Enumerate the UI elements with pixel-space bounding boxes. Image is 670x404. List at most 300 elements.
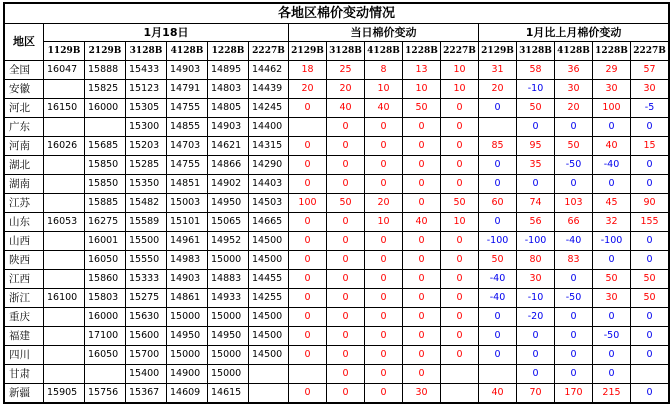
price-cell: 15123 [126, 80, 167, 99]
monthly-change-cell: 50 [555, 137, 593, 156]
monthly-change-cell: 0 [555, 365, 593, 384]
price-cell: 14791 [167, 80, 208, 99]
monthly-change-cell: 0 [517, 365, 555, 384]
daily-change-cell: 0 [365, 384, 403, 403]
daily-change-cell: 0 [289, 137, 327, 156]
price-cell: 16026 [44, 137, 85, 156]
table-row [5, 80, 669, 99]
monthly-change-cell: 103 [555, 194, 593, 213]
monthly-change-cell: 20 [555, 99, 593, 118]
price-cell: 14902 [208, 175, 249, 194]
monthly-change-cell: 60 [479, 194, 517, 213]
daily-change-cell: 0 [403, 270, 441, 289]
monthly-change-cell: 74 [517, 194, 555, 213]
monthly-change-cell [631, 365, 669, 384]
daily-change-cell: 0 [289, 384, 327, 403]
price-cell: 14883 [208, 270, 249, 289]
price-cell [44, 346, 85, 365]
monthly-change-cell: 35 [517, 156, 555, 175]
cotton-price-table [4, 3, 669, 403]
price-cell: 14803 [208, 80, 249, 99]
price-cell: 14290 [249, 156, 289, 175]
daily-change-cell: 20 [289, 80, 327, 99]
daily-change-cell: 0 [289, 251, 327, 270]
price-cell: 14900 [167, 365, 208, 384]
monthly-change-cell: 40 [593, 137, 631, 156]
monthly-change-cell: -100 [593, 232, 631, 251]
table-row [5, 213, 669, 232]
monthly-change-cell: 0 [631, 175, 669, 194]
monthly-change-cell: -40 [593, 156, 631, 175]
daily-change-cell: 0 [403, 327, 441, 346]
daily-change-cell: 0 [289, 327, 327, 346]
table-row [5, 289, 669, 308]
monthly-change-cell: 0 [593, 175, 631, 194]
monthly-change-cell: 0 [517, 118, 555, 137]
table-row [5, 156, 669, 175]
price-cell: 15300 [126, 118, 167, 137]
monthly-change-cell: 0 [631, 232, 669, 251]
monthly-change-group-header: 1月比上月棉价变动 [479, 24, 669, 42]
price-cell: 15367 [126, 384, 167, 403]
price-cell [44, 80, 85, 99]
region-cell: 广东 [5, 118, 44, 137]
daily-change-cell: 0 [327, 346, 365, 365]
price-grade-header: 4128B [167, 42, 208, 61]
price-cell: 14866 [208, 156, 249, 175]
price-cell: 16000 [85, 308, 126, 327]
region-column-header: 地区 [5, 24, 44, 61]
region-cell: 全国 [5, 61, 44, 80]
daily-change-cell [441, 384, 479, 403]
price-cell [44, 118, 85, 137]
monthly-change-cell: 50 [631, 289, 669, 308]
monthly-change-cell: 0 [479, 175, 517, 194]
monthly-change-cell [479, 365, 517, 384]
daily-change-cell: 0 [441, 118, 479, 137]
price-cell: 14503 [249, 194, 289, 213]
region-cell: 福建 [5, 327, 44, 346]
monthly-change-cell: 0 [517, 175, 555, 194]
monthly-change-cell: 40 [479, 384, 517, 403]
price-cell: 15550 [126, 251, 167, 270]
price-cell: 14755 [167, 156, 208, 175]
table-row [5, 365, 669, 384]
price-cell: 14903 [167, 270, 208, 289]
price-cell: 14950 [167, 327, 208, 346]
daily-change-cell: 0 [365, 327, 403, 346]
price-cell: 15700 [126, 346, 167, 365]
region-cell: 河南 [5, 137, 44, 156]
monthly-change-cell [479, 118, 517, 137]
price-cell [44, 308, 85, 327]
daily-change-cell: 10 [365, 213, 403, 232]
daily-change-cell: 0 [403, 346, 441, 365]
table-row [5, 175, 669, 194]
price-cell: 16001 [85, 232, 126, 251]
price-group-header: 1月18日 [44, 24, 289, 42]
price-cell: 15756 [85, 384, 126, 403]
daily-change-cell: 40 [365, 99, 403, 118]
monthly-change-cell: 0 [479, 346, 517, 365]
monthly-change-cell: 0 [593, 118, 631, 137]
region-cell: 山东 [5, 213, 44, 232]
monthly-change-cell: 50 [479, 251, 517, 270]
price-cell: 15305 [126, 99, 167, 118]
monthly-change-cell: -50 [555, 289, 593, 308]
price-cell: 15905 [44, 384, 85, 403]
monthly-change-cell: -50 [555, 156, 593, 175]
monthly-change-cell: 56 [517, 213, 555, 232]
monthly-grade-header: 1228B [593, 42, 631, 61]
daily-change-cell: 10 [365, 80, 403, 99]
price-cell: 16050 [85, 251, 126, 270]
price-cell: 17100 [85, 327, 126, 346]
monthly-change-cell: 20 [479, 80, 517, 99]
monthly-change-cell: 0 [593, 308, 631, 327]
monthly-change-cell: 0 [555, 175, 593, 194]
table-row [5, 270, 669, 289]
price-cell: 14500 [249, 327, 289, 346]
monthly-change-cell: -100 [517, 232, 555, 251]
price-cell: 14615 [208, 384, 249, 403]
region-cell: 河北 [5, 99, 44, 118]
monthly-change-cell: 0 [593, 346, 631, 365]
monthly-change-cell: -50 [593, 327, 631, 346]
price-cell: 15000 [167, 308, 208, 327]
price-cell: 15500 [126, 232, 167, 251]
monthly-change-cell: 0 [631, 308, 669, 327]
daily-change-cell: 0 [441, 270, 479, 289]
daily-change-cell: 0 [327, 137, 365, 156]
table-row [5, 232, 669, 251]
monthly-change-cell: 66 [555, 213, 593, 232]
daily-change-cell: 0 [365, 175, 403, 194]
monthly-change-cell: 32 [593, 213, 631, 232]
daily-change-cell: 0 [327, 175, 365, 194]
daily-change-cell: 0 [289, 213, 327, 232]
monthly-change-cell: 57 [631, 61, 669, 80]
price-cell: 14462 [249, 61, 289, 80]
price-cell [44, 251, 85, 270]
daily-change-cell: 0 [289, 99, 327, 118]
daily-change-cell: 0 [365, 270, 403, 289]
price-cell: 15333 [126, 270, 167, 289]
region-cell: 安徽 [5, 80, 44, 99]
daily-change-cell [289, 118, 327, 137]
daily-change-cell: 0 [327, 308, 365, 327]
price-cell: 14500 [249, 308, 289, 327]
table-row [5, 346, 669, 365]
region-cell: 重庆 [5, 308, 44, 327]
monthly-change-cell: 29 [593, 61, 631, 80]
daily-change-cell: 0 [289, 270, 327, 289]
price-cell: 15433 [126, 61, 167, 80]
price-cell: 16050 [85, 346, 126, 365]
daily-change-cell: 0 [289, 232, 327, 251]
price-cell [44, 365, 85, 384]
price-cell: 14903 [167, 61, 208, 80]
region-cell: 湖南 [5, 175, 44, 194]
daily-change-cell: 0 [403, 232, 441, 251]
price-cell: 14755 [167, 99, 208, 118]
monthly-change-cell: 50 [517, 99, 555, 118]
daily-grade-header: 1228B [403, 42, 441, 61]
price-cell: 16275 [85, 213, 126, 232]
price-grade-header: 2227B [249, 42, 289, 61]
price-grade-header: 3128B [126, 42, 167, 61]
daily-change-cell: 30 [403, 384, 441, 403]
monthly-change-cell: 0 [479, 156, 517, 175]
monthly-change-cell: -40 [555, 232, 593, 251]
price-cell: 14855 [167, 118, 208, 137]
price-cell [85, 365, 126, 384]
monthly-change-cell: 0 [555, 118, 593, 137]
daily-change-cell: 50 [403, 99, 441, 118]
price-cell: 15825 [85, 80, 126, 99]
price-cell: 15285 [126, 156, 167, 175]
monthly-change-cell: 30 [593, 80, 631, 99]
monthly-change-cell: 30 [517, 270, 555, 289]
daily-change-cell: 13 [403, 61, 441, 80]
monthly-change-cell: 0 [517, 327, 555, 346]
monthly-change-cell: 0 [479, 213, 517, 232]
daily-change-cell: 0 [327, 251, 365, 270]
monthly-change-cell: 0 [631, 251, 669, 270]
daily-change-cell: 0 [365, 308, 403, 327]
price-grade-header: 1129B [44, 42, 85, 61]
price-cell: 15101 [167, 213, 208, 232]
price-cell: 14895 [208, 61, 249, 80]
monthly-change-cell: -40 [479, 270, 517, 289]
daily-change-cell: 0 [327, 365, 365, 384]
price-cell [44, 270, 85, 289]
monthly-change-cell: -10 [517, 289, 555, 308]
daily-change-cell: 100 [289, 194, 327, 213]
monthly-change-cell: 80 [517, 251, 555, 270]
daily-change-cell: 0 [289, 175, 327, 194]
price-cell: 15203 [126, 137, 167, 156]
daily-change-cell: 0 [365, 156, 403, 175]
monthly-change-cell: -100 [479, 232, 517, 251]
daily-grade-header: 3128B [327, 42, 365, 61]
daily-change-cell: 20 [365, 194, 403, 213]
daily-change-cell: 0 [441, 99, 479, 118]
monthly-change-cell: 50 [631, 270, 669, 289]
price-cell: 15000 [208, 308, 249, 327]
daily-change-cell: 0 [365, 118, 403, 137]
daily-change-cell: 10 [441, 213, 479, 232]
price-cell: 15888 [85, 61, 126, 80]
daily-change-cell: 0 [365, 365, 403, 384]
monthly-change-cell: 50 [593, 270, 631, 289]
monthly-change-cell: 0 [555, 270, 593, 289]
monthly-change-cell: 90 [631, 194, 669, 213]
monthly-change-cell: -5 [631, 99, 669, 118]
price-cell: 14950 [208, 194, 249, 213]
price-cell: 14500 [249, 346, 289, 365]
daily-change-cell: 0 [289, 346, 327, 365]
daily-change-cell: 0 [441, 308, 479, 327]
monthly-change-cell: 30 [631, 80, 669, 99]
daily-change-cell: 0 [403, 156, 441, 175]
cotton-price-table-container [3, 2, 670, 404]
price-cell: 14933 [208, 289, 249, 308]
monthly-change-cell: 58 [517, 61, 555, 80]
daily-change-cell: 0 [327, 232, 365, 251]
region-cell: 江苏 [5, 194, 44, 213]
region-cell: 新疆 [5, 384, 44, 403]
price-cell: 15003 [167, 194, 208, 213]
price-cell: 15885 [85, 194, 126, 213]
daily-change-cell: 0 [365, 232, 403, 251]
price-cell [44, 194, 85, 213]
price-cell: 16053 [44, 213, 85, 232]
price-cell: 14950 [208, 327, 249, 346]
table-row [5, 327, 669, 346]
daily-change-cell: 0 [441, 175, 479, 194]
monthly-change-cell: -20 [517, 308, 555, 327]
table-row [5, 61, 669, 80]
monthly-change-cell: 30 [555, 80, 593, 99]
table-row [5, 194, 669, 213]
daily-grade-header: 2129B [289, 42, 327, 61]
price-cell: 14851 [167, 175, 208, 194]
daily-change-cell: 0 [289, 289, 327, 308]
monthly-change-cell: 70 [517, 384, 555, 403]
price-grade-header: 1228B [208, 42, 249, 61]
daily-change-cell: 10 [403, 80, 441, 99]
monthly-grade-header: 4128B [555, 42, 593, 61]
monthly-change-cell: 0 [555, 346, 593, 365]
price-cell: 14703 [167, 137, 208, 156]
monthly-change-cell: 15 [631, 137, 669, 156]
price-cell: 14903 [208, 118, 249, 137]
monthly-change-cell: -40 [479, 289, 517, 308]
daily-change-cell: 40 [403, 213, 441, 232]
monthly-change-cell: 0 [631, 384, 669, 403]
region-cell: 甘肃 [5, 365, 44, 384]
monthly-grade-header: 2227B [631, 42, 669, 61]
daily-change-cell: 0 [365, 346, 403, 365]
price-cell: 15589 [126, 213, 167, 232]
daily-change-cell: 0 [365, 251, 403, 270]
price-cell: 14609 [167, 384, 208, 403]
daily-change-cell: 0 [441, 289, 479, 308]
monthly-change-cell: 215 [593, 384, 631, 403]
daily-change-group-header: 当日棉价变动 [289, 24, 479, 42]
monthly-change-cell: 0 [631, 327, 669, 346]
price-cell: 14805 [208, 99, 249, 118]
price-cell [44, 156, 85, 175]
region-cell: 陕西 [5, 251, 44, 270]
daily-change-cell: 0 [441, 346, 479, 365]
daily-change-cell: 20 [327, 80, 365, 99]
grade-code-header-row [5, 42, 669, 61]
price-grade-header: 2129B [85, 42, 126, 61]
monthly-change-cell: 31 [479, 61, 517, 80]
price-cell [249, 365, 289, 384]
price-cell: 14961 [167, 232, 208, 251]
price-cell: 14255 [249, 289, 289, 308]
daily-change-cell: 10 [441, 61, 479, 80]
monthly-change-cell: 0 [631, 118, 669, 137]
daily-change-cell [441, 365, 479, 384]
price-cell: 15000 [208, 251, 249, 270]
price-cell: 15350 [126, 175, 167, 194]
price-cell: 16047 [44, 61, 85, 80]
table-row [5, 251, 669, 270]
table-title: 各地区棉价变动情况 [5, 4, 669, 24]
daily-change-cell: 0 [365, 289, 403, 308]
monthly-change-cell: 85 [479, 137, 517, 156]
price-cell: 16100 [44, 289, 85, 308]
monthly-grade-header: 2129B [479, 42, 517, 61]
daily-change-cell: 40 [327, 99, 365, 118]
daily-change-cell: 0 [403, 118, 441, 137]
price-cell: 15630 [126, 308, 167, 327]
price-cell: 14621 [208, 137, 249, 156]
price-cell [44, 327, 85, 346]
table-row [5, 384, 669, 403]
price-cell: 14983 [167, 251, 208, 270]
table-row [5, 118, 669, 137]
monthly-change-cell: 95 [517, 137, 555, 156]
daily-change-cell [289, 365, 327, 384]
daily-change-cell: 0 [403, 137, 441, 156]
daily-change-cell: 0 [327, 118, 365, 137]
monthly-change-cell: 0 [593, 251, 631, 270]
daily-change-cell: 0 [365, 137, 403, 156]
price-cell: 14500 [249, 251, 289, 270]
price-cell [44, 175, 85, 194]
price-cell: 15000 [167, 346, 208, 365]
price-cell: 15400 [126, 365, 167, 384]
price-cell: 16150 [44, 99, 85, 118]
price-cell: 14455 [249, 270, 289, 289]
region-cell: 浙江 [5, 289, 44, 308]
price-cell: 15275 [126, 289, 167, 308]
daily-change-cell: 25 [327, 61, 365, 80]
daily-change-cell: 0 [403, 251, 441, 270]
price-cell: 14952 [208, 232, 249, 251]
monthly-change-cell: 0 [517, 346, 555, 365]
daily-change-cell: 0 [403, 175, 441, 194]
monthly-change-cell: 30 [593, 289, 631, 308]
monthly-grade-header: 3128B [517, 42, 555, 61]
monthly-change-cell: 0 [555, 327, 593, 346]
daily-change-cell: 0 [441, 327, 479, 346]
monthly-change-cell: -10 [517, 80, 555, 99]
daily-change-cell: 0 [327, 270, 365, 289]
price-cell: 15065 [208, 213, 249, 232]
monthly-change-cell: 83 [555, 251, 593, 270]
daily-change-cell: 0 [327, 156, 365, 175]
price-cell [249, 384, 289, 403]
table-row [5, 137, 669, 156]
price-cell: 15600 [126, 327, 167, 346]
price-cell: 15850 [85, 156, 126, 175]
daily-change-cell: 50 [441, 194, 479, 213]
daily-change-cell: 0 [327, 384, 365, 403]
daily-change-cell: 0 [403, 194, 441, 213]
daily-change-cell: 0 [327, 327, 365, 346]
daily-change-cell: 0 [403, 308, 441, 327]
price-cell: 15482 [126, 194, 167, 213]
region-cell: 湖北 [5, 156, 44, 175]
region-cell: 山西 [5, 232, 44, 251]
price-cell: 14400 [249, 118, 289, 137]
